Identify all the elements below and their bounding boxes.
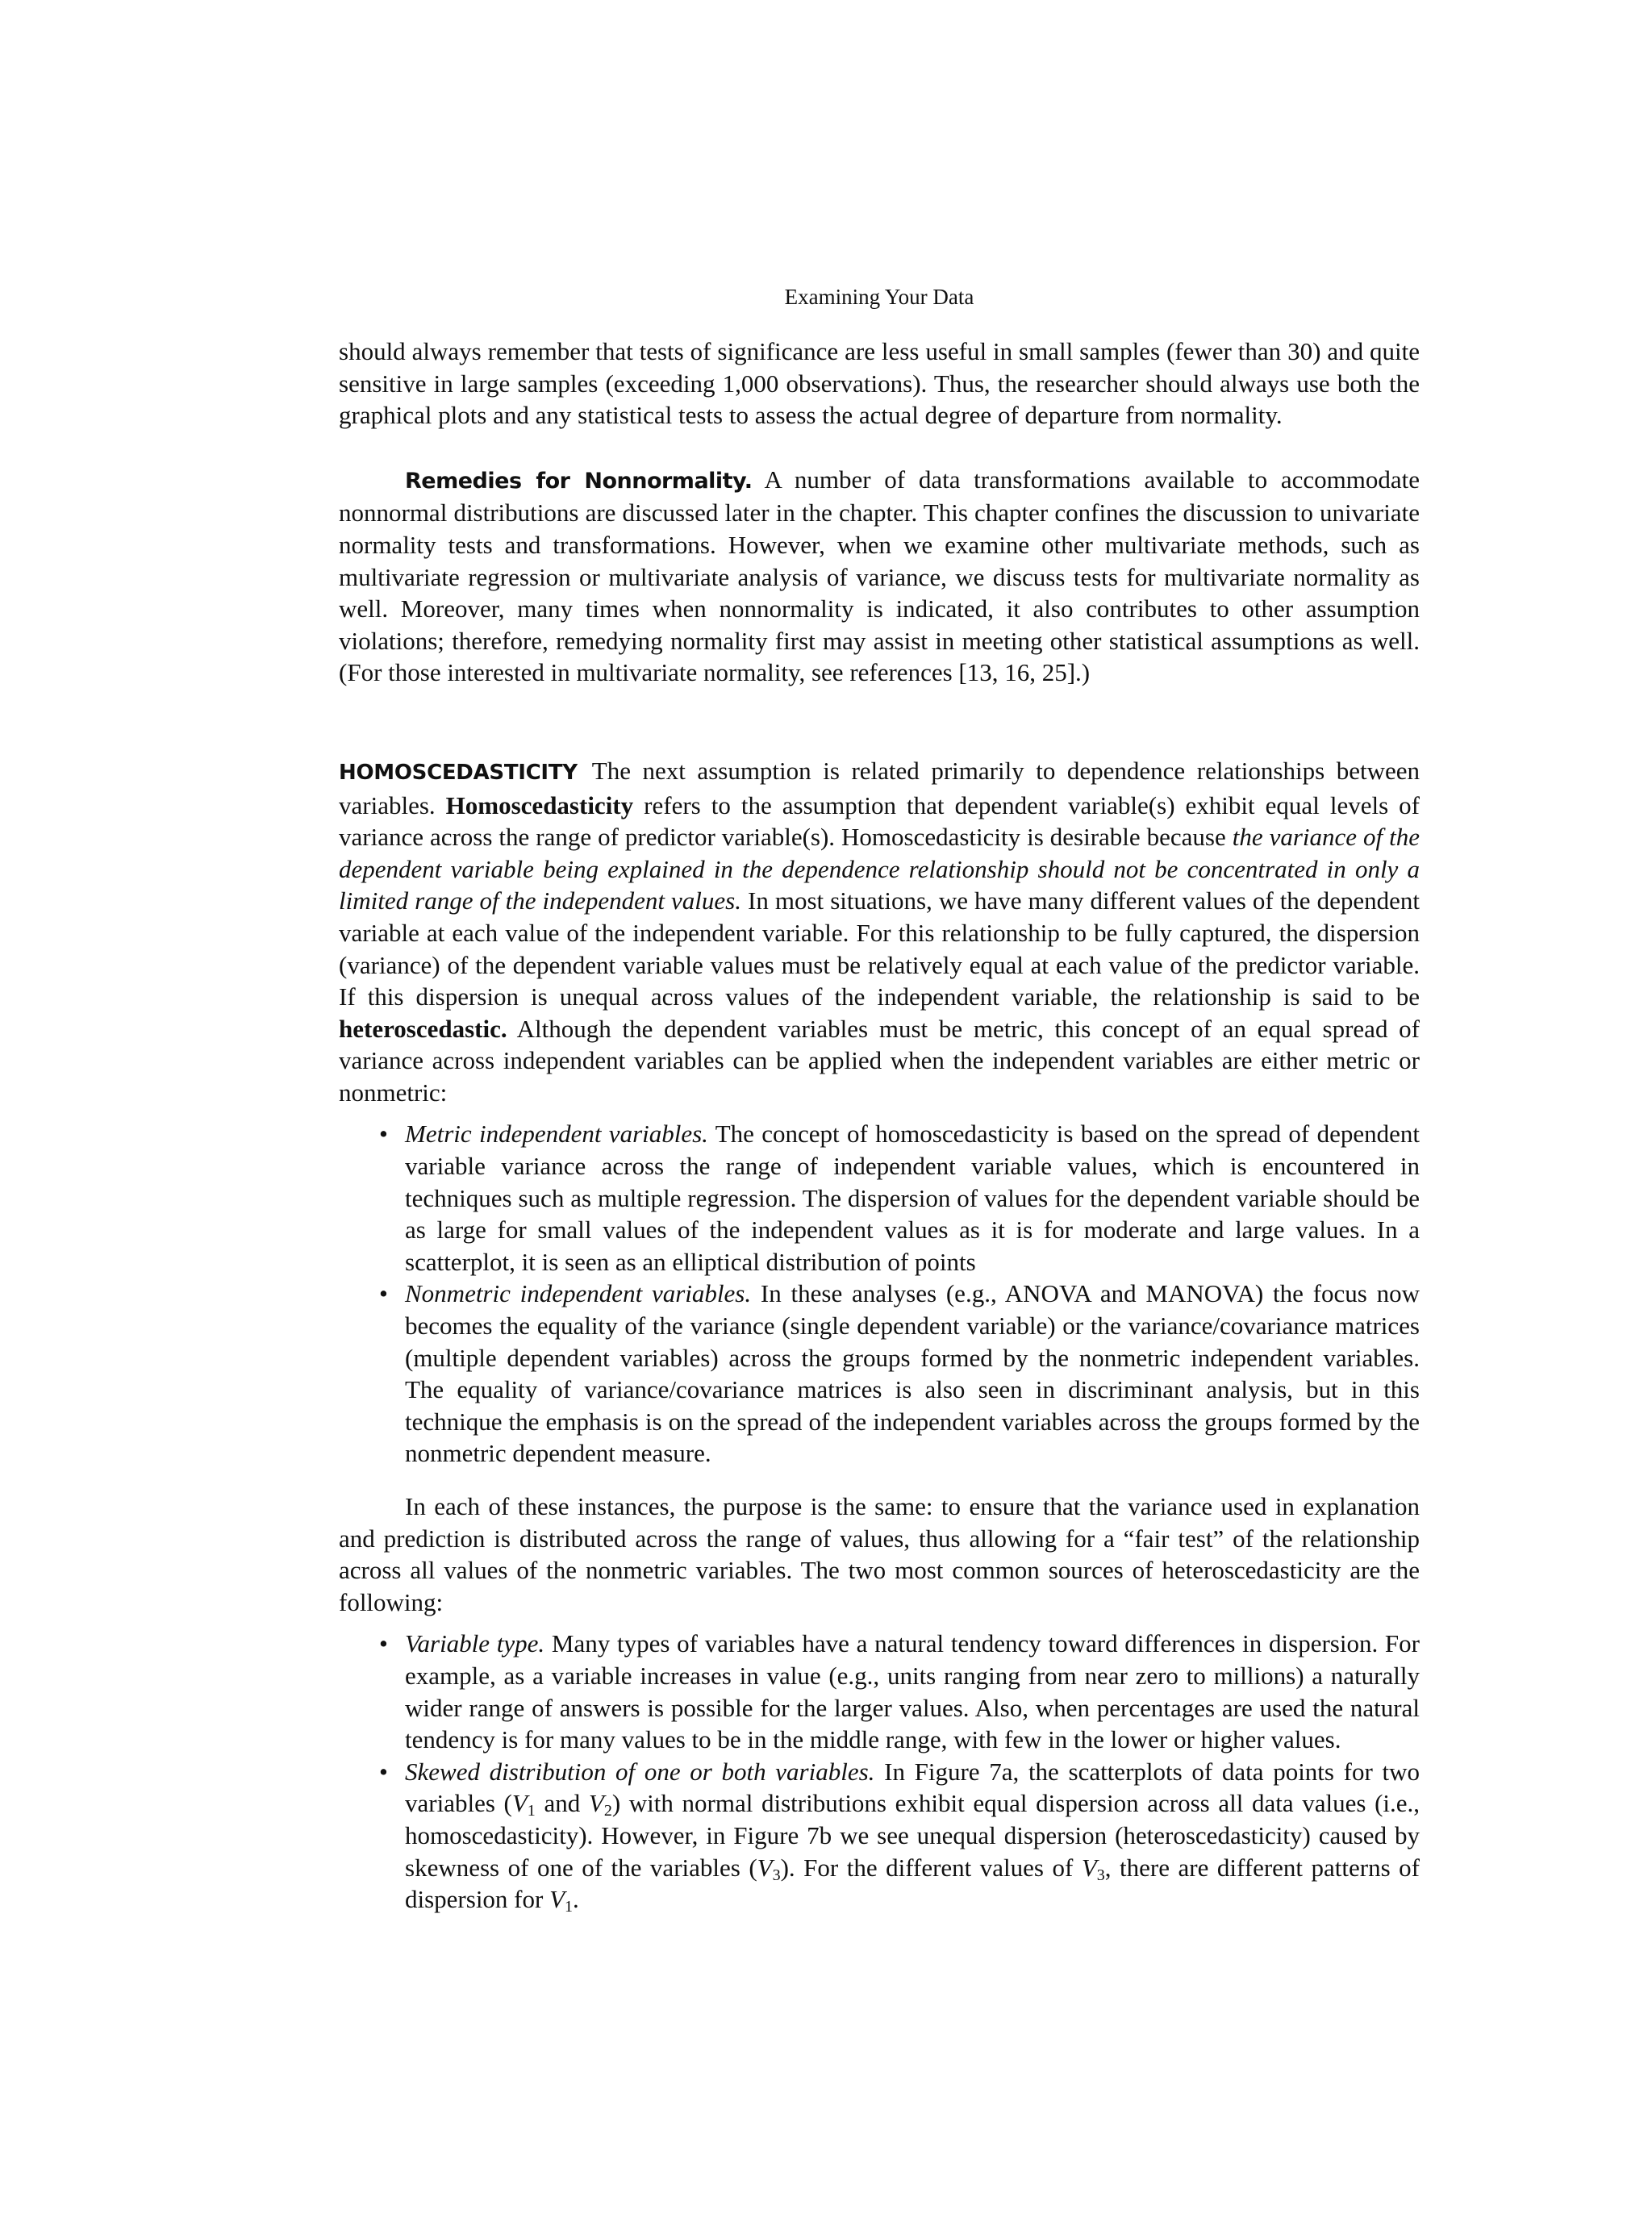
variable-v1-subscript: 1	[565, 1898, 574, 1916]
list-item-text: The concept of homoscedasticity is based on the spread of dependent variable variance across the range of independent variable values, which is encountered in techniques such as multiple regression. The dispersion of values for the dependent variable should be as large for small values of the independent values as it is for moderate and large values. In a scatterplot, it is seen as an elliptical distribution of points	[405, 1120, 1420, 1276]
variable-v2: V	[588, 1789, 604, 1818]
remedies-body: A number of data transformations available to accommodate nonnormal distributions are discussed later in the chapter. This chapter confines the discussion to univariate normality tests and transformations. However, when we examine other multivariate methods, such as multivariate regression or multivariate analysis of variance, we discuss tests for multivariate normality as well. Moreover, many times when nonnormality is indicated, it also contributes to other assumption violations; therefore, remedying normality first may assist in meeting other statistical assumptions as well. (For those interested in multivariate normality, see references [13, 16, 25].)	[339, 465, 1420, 687]
list-item-term: Skewed distribution of one or both variables.	[405, 1757, 875, 1786]
bullet-glyph: •	[379, 1629, 388, 1658]
remedies-heading: Remedies for Nonnormality.	[405, 468, 753, 494]
homo-emphasis: the variance of the dependent variable being explained in the dependence relationship should not be concentrated in only a limited range of the independent values.	[339, 823, 1420, 915]
variable-v1-subscript: 1	[527, 1802, 536, 1820]
running-head: Examining Your Data	[784, 285, 974, 309]
list-item	[379, 1278, 1420, 1470]
page	[339, 282, 1420, 1916]
paragraph-remedies	[339, 464, 1420, 689]
list-item-term: Variable type.	[405, 1629, 545, 1658]
bullet-glyph: •	[379, 1120, 388, 1149]
bullet-glyph: •	[379, 1279, 388, 1308]
variable-v3: V	[757, 1853, 773, 1882]
list-item	[379, 1756, 1420, 1916]
variable-v3-subscript: 3	[1096, 1866, 1105, 1884]
paragraph-normality-tests: should always remember that tests of significance are less useful in small samples (fewer than 30) and quite sensitive in large samples (exceeding 1,000 observations). Thus, the researcher should always use both the graphical plots and any statistical tests to assess the actual degree of departure from normality.	[339, 337, 1420, 430]
homo-text-2: refers to the assumption that dependent variable(s) exhibit equal levels of variance across the range of predictor variable(s). Homoscedasticity is desirable because	[339, 790, 1420, 852]
list-item	[379, 1118, 1420, 1278]
list-item-term: Nonmetric independent variables.	[405, 1279, 752, 1308]
variable-v1: V	[549, 1885, 565, 1914]
list-item-text: , there are different patterns of dispersion for	[405, 1853, 1420, 1914]
list-item-text: and	[544, 1789, 581, 1818]
variable-v3: V	[1081, 1853, 1097, 1882]
paragraph-instances: In each of these instances, the purpose is the same: to ensure that the variance used in explanation and prediction is distributed across the range of values, thus allowing for a “fair test” of the relationship across all values of the nonmetric variables. The two most common sources of heteroscedasticity are the following:	[339, 1492, 1420, 1616]
homoscedasticity-heading: HOMOSCEDASTICITY	[339, 760, 578, 785]
variable-v3-subscript: 3	[772, 1866, 781, 1884]
paragraph-homoscedasticity	[339, 755, 1420, 1109]
list-item-text: ) with normal distributions exhibit equal dispersion across all data values (i.e., homoscedasticity). However, in Figure 7b we see unequal dispersion (heteroscedasticity) caused by skewness of one of the variables (	[405, 1789, 1420, 1882]
list-item-text: In Figure 7a, the scatterplots of data points for two variables (	[405, 1757, 1420, 1818]
list-item-text: ). For the different values of	[780, 1853, 1074, 1882]
homo-text-3: In most situations, we have many different values of the dependent variable at each value of the independent variable. For this relationship to be fully captured, the dispersion (variance) of the dependent variable values must be relatively equal at each value of the predictor variable. If this dispersion is unequal across values of the independent variable, the relationship is said to be	[339, 886, 1420, 1011]
homo-text-4: Although the dependent variables must be metric, this concept of an equal spread of variance across independent variables can be applied when the independent variables are either metric or nonmetric:	[339, 1014, 1420, 1107]
list-item-text: Many types of variables have a natural tendency toward differences in dispersion. For example, as a variable increases in value (e.g., units ranging from near zero to millions) a naturally wider range of answers is possible for the larger values. Also, when percentages are used the natural tendency is for many values to be in the middle range, with few in the lower or higher values.	[405, 1629, 1420, 1754]
variable-v2-subscript: 2	[603, 1802, 612, 1820]
variable-v1: V	[511, 1789, 528, 1818]
bullet-glyph: •	[379, 1757, 388, 1786]
heteroscedasticity-sources-list	[339, 1628, 1420, 1915]
list-item-term: Metric independent variables.	[405, 1120, 708, 1149]
independent-variable-list	[339, 1118, 1420, 1470]
homo-text-1: The next assumption is related primarily to dependence relationships between variables.	[339, 756, 1420, 819]
list-item-text: In these analyses (e.g., ANOVA and MANOVA) the focus now becomes the equality of the variance (single dependent variable) or the variance/covariance matrices (multiple dependent variables) across the groups formed by the nonmetric independent variables. The equality of variance/covariance matrices is also seen in discriminant analysis, but in this technique the emphasis is on the spread of the independent variables across the groups formed by the nonmetric dependent measure.	[405, 1279, 1420, 1468]
list-item-text: .	[573, 1885, 579, 1914]
list-item	[379, 1628, 1420, 1755]
term-homoscedasticity: Homoscedasticity	[445, 790, 634, 819]
term-heteroscedastic: heteroscedastic.	[339, 1014, 507, 1043]
